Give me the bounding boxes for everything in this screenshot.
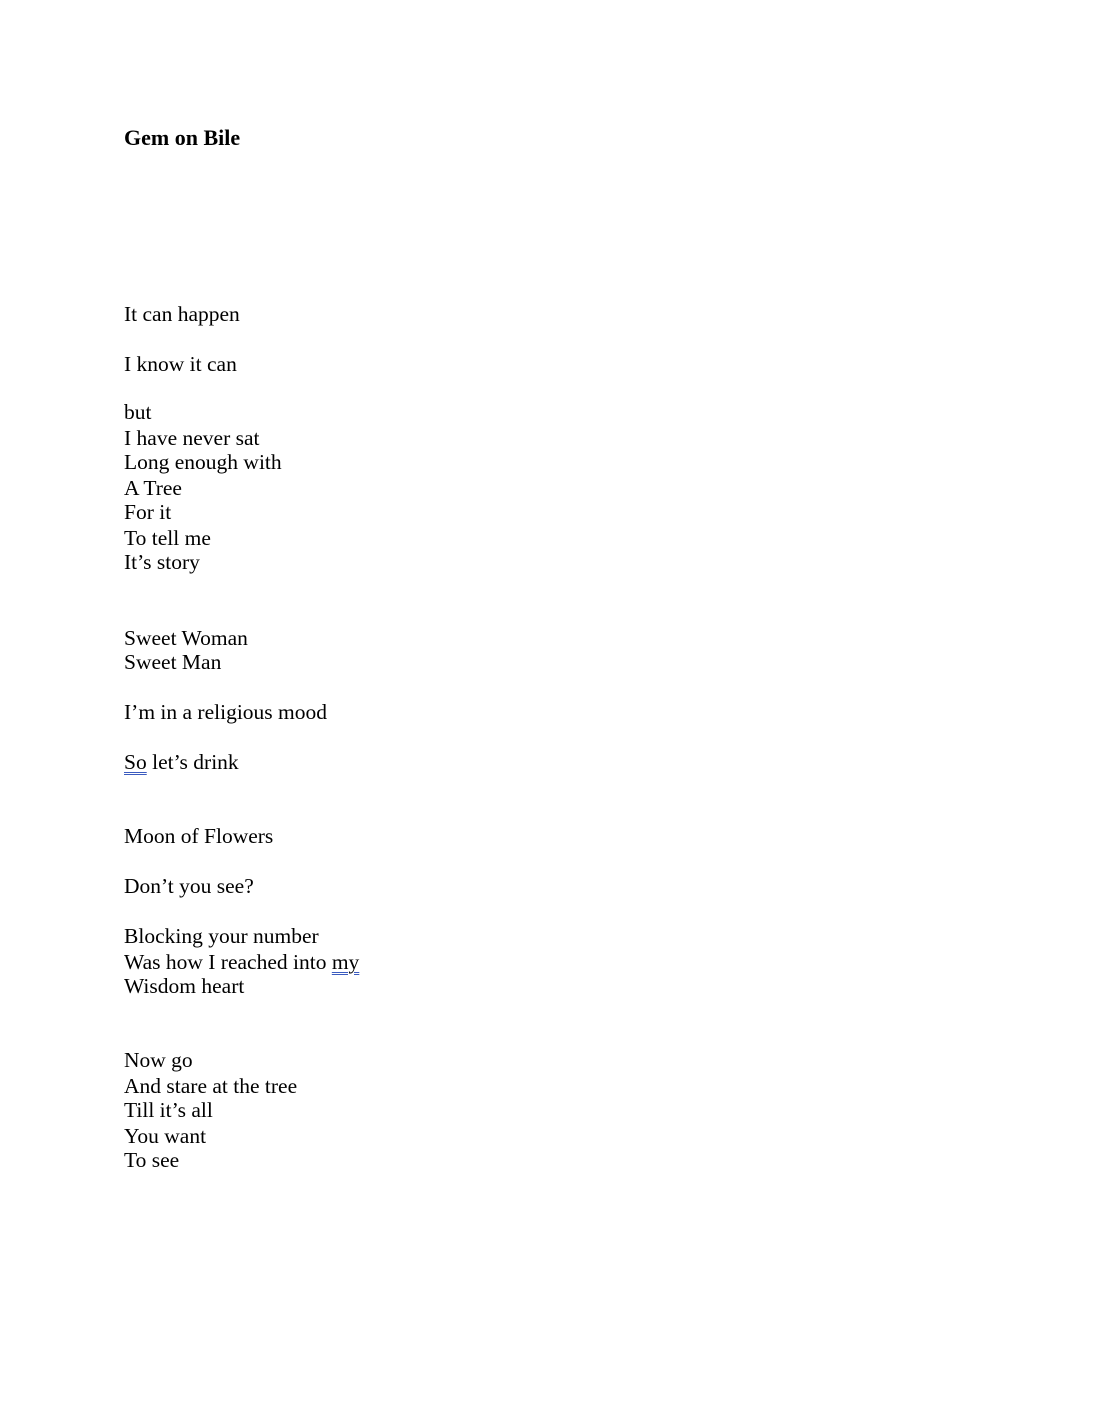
- poem-line: I’m in a religious mood: [124, 700, 328, 724]
- proofing-marked-word[interactable]: So: [124, 750, 147, 774]
- poem-line: To see: [124, 1148, 180, 1172]
- poem-line: Wisdom heart: [124, 974, 245, 998]
- poem-line: Now go: [124, 1048, 193, 1072]
- poem-line: Sweet Woman: [124, 626, 248, 650]
- poem-line: A Tree: [124, 476, 182, 500]
- poem-line: [124, 950, 359, 975]
- line-text: let’s drink: [146, 750, 239, 774]
- poem-line: You want: [124, 1124, 207, 1148]
- proofing-marked-word[interactable]: my: [331, 950, 360, 974]
- poem-line: Blocking your number: [124, 924, 319, 948]
- poem-line: I know it can: [124, 352, 237, 376]
- poem-line: but: [124, 400, 152, 424]
- poem-line: It can happen: [124, 302, 240, 326]
- poem-line: It’s story: [124, 550, 200, 574]
- poem-line: Don’t you see?: [124, 874, 254, 898]
- poem-line: Moon of Flowers: [124, 824, 274, 848]
- poem-line: Sweet Man: [124, 650, 222, 674]
- poem-line: And stare at the tree: [124, 1074, 298, 1098]
- poem-line: Till it’s all: [124, 1098, 213, 1122]
- poem-line: I have never sat: [124, 426, 260, 450]
- poem-title: Gem on Bile: [124, 125, 241, 150]
- poem-line: [124, 750, 239, 775]
- poem-line: To tell me: [124, 526, 211, 550]
- poem-line: Long enough with: [124, 450, 282, 474]
- poem-line: For it: [124, 500, 172, 524]
- line-text: Was how I reached into: [124, 950, 332, 974]
